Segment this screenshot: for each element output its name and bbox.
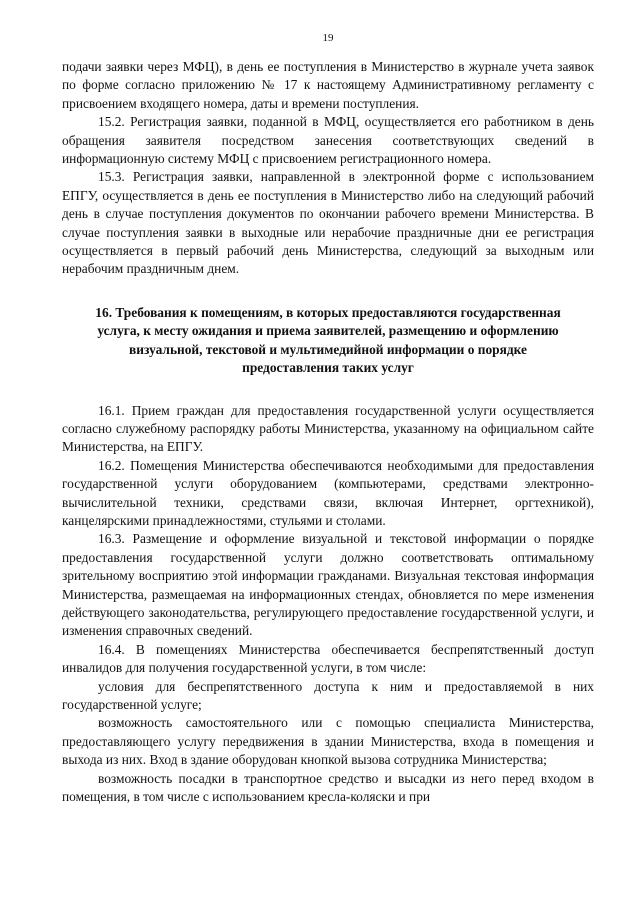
document-body [62, 58, 594, 806]
list-item-access-conditions: условия для беспрепятственного доступа к ним и предоставляемой в них государственной услуге; [62, 678, 594, 712]
paragraph-16-2: 16.2. Помещения Министерства обеспечиваются необходимыми для предоставления государственной услуги оборудованием (компьютерами, средствами электронно-вычислительной техники, средствами связи, включая Интернет, оргтехникой), канцелярскими принадлежностями, стульями и столами. [62, 457, 594, 528]
paragraph-15-2: 15.2. Регистрация заявки, поданной в МФЦ, осуществляется его работником в день обращения заявителя посредством занесения соответствующих сведений в информационную систему МФЦ с присвоением регистрационного номера. [62, 114, 594, 167]
page-number: 19 [322, 32, 334, 44]
paragraph-16-1: 16.1. Прием граждан для предоставления государственной услуги осуществляется согласно служебному распорядку работы Министерства, указанному на официальном сайте Министерства, на ЕПГУ. [62, 402, 594, 455]
list-item-movement: возможность самостоятельного или с помощью специалиста Министерства, предоставляющего услугу передвижения в здании Министерства, входа в помещения и выхода из них. Вход в здание оборудован кнопкой вызова сотрудника Министерства; [62, 715, 594, 768]
paragraph-16-3: 16.3. Размещение и оформление визуальной и текстовой информации о порядке предоставления государственной услуги должно соответствовать оптимальному зрительному восприятию этой информации гражданами. Визуальная текстовая информация Министерства, размещаемая на информационных стендах, обновляется по мере изменения действующего законодательства, регулирующего предоставление государственной услуги, и изменения справочных сведений. [62, 531, 594, 639]
paragraph-15-3: 15.3. Регистрация заявки, направленной в электронной форме с использованием ЕПГУ, осуществляется в день ее поступления в Министерство либо на следующий рабочий день в случае поступления документов по окончании рабочего времени Министерства. В случае поступления заявки в выходные или нерабочие праздничные дни ее регистрация осуществляется в первый рабочий день Министерства, следующий за выходным или нерабочим праздничным днем. [62, 169, 594, 277]
paragraph-16-4: 16.4. В помещениях Министерства обеспечивается беспрепятственный доступ инвалидов для получения государственной услуги, в том числе: [62, 641, 594, 676]
list-item-transport: возможность посадки в транспортное средство и высадки из него перед входом в помещения, в том числе с использованием кресла-коляски и при [62, 770, 594, 805]
paragraph-continuation: подачи заявки через МФЦ), в день ее поступления в Министерство в журнале учета заявок по форме согласно приложению № 17 к настоящему Административному регламенту с присвоением входящего номера, даты и времени поступления. [62, 59, 594, 111]
section-heading-16: 16. Требования к помещениям, в которых предоставляются государственная услуга, к месту ожидания и приема заявителей, размещению и оформлению визуальной, текстовой и мультимедийной информации о порядке предоставления таких услуг [95, 304, 561, 376]
